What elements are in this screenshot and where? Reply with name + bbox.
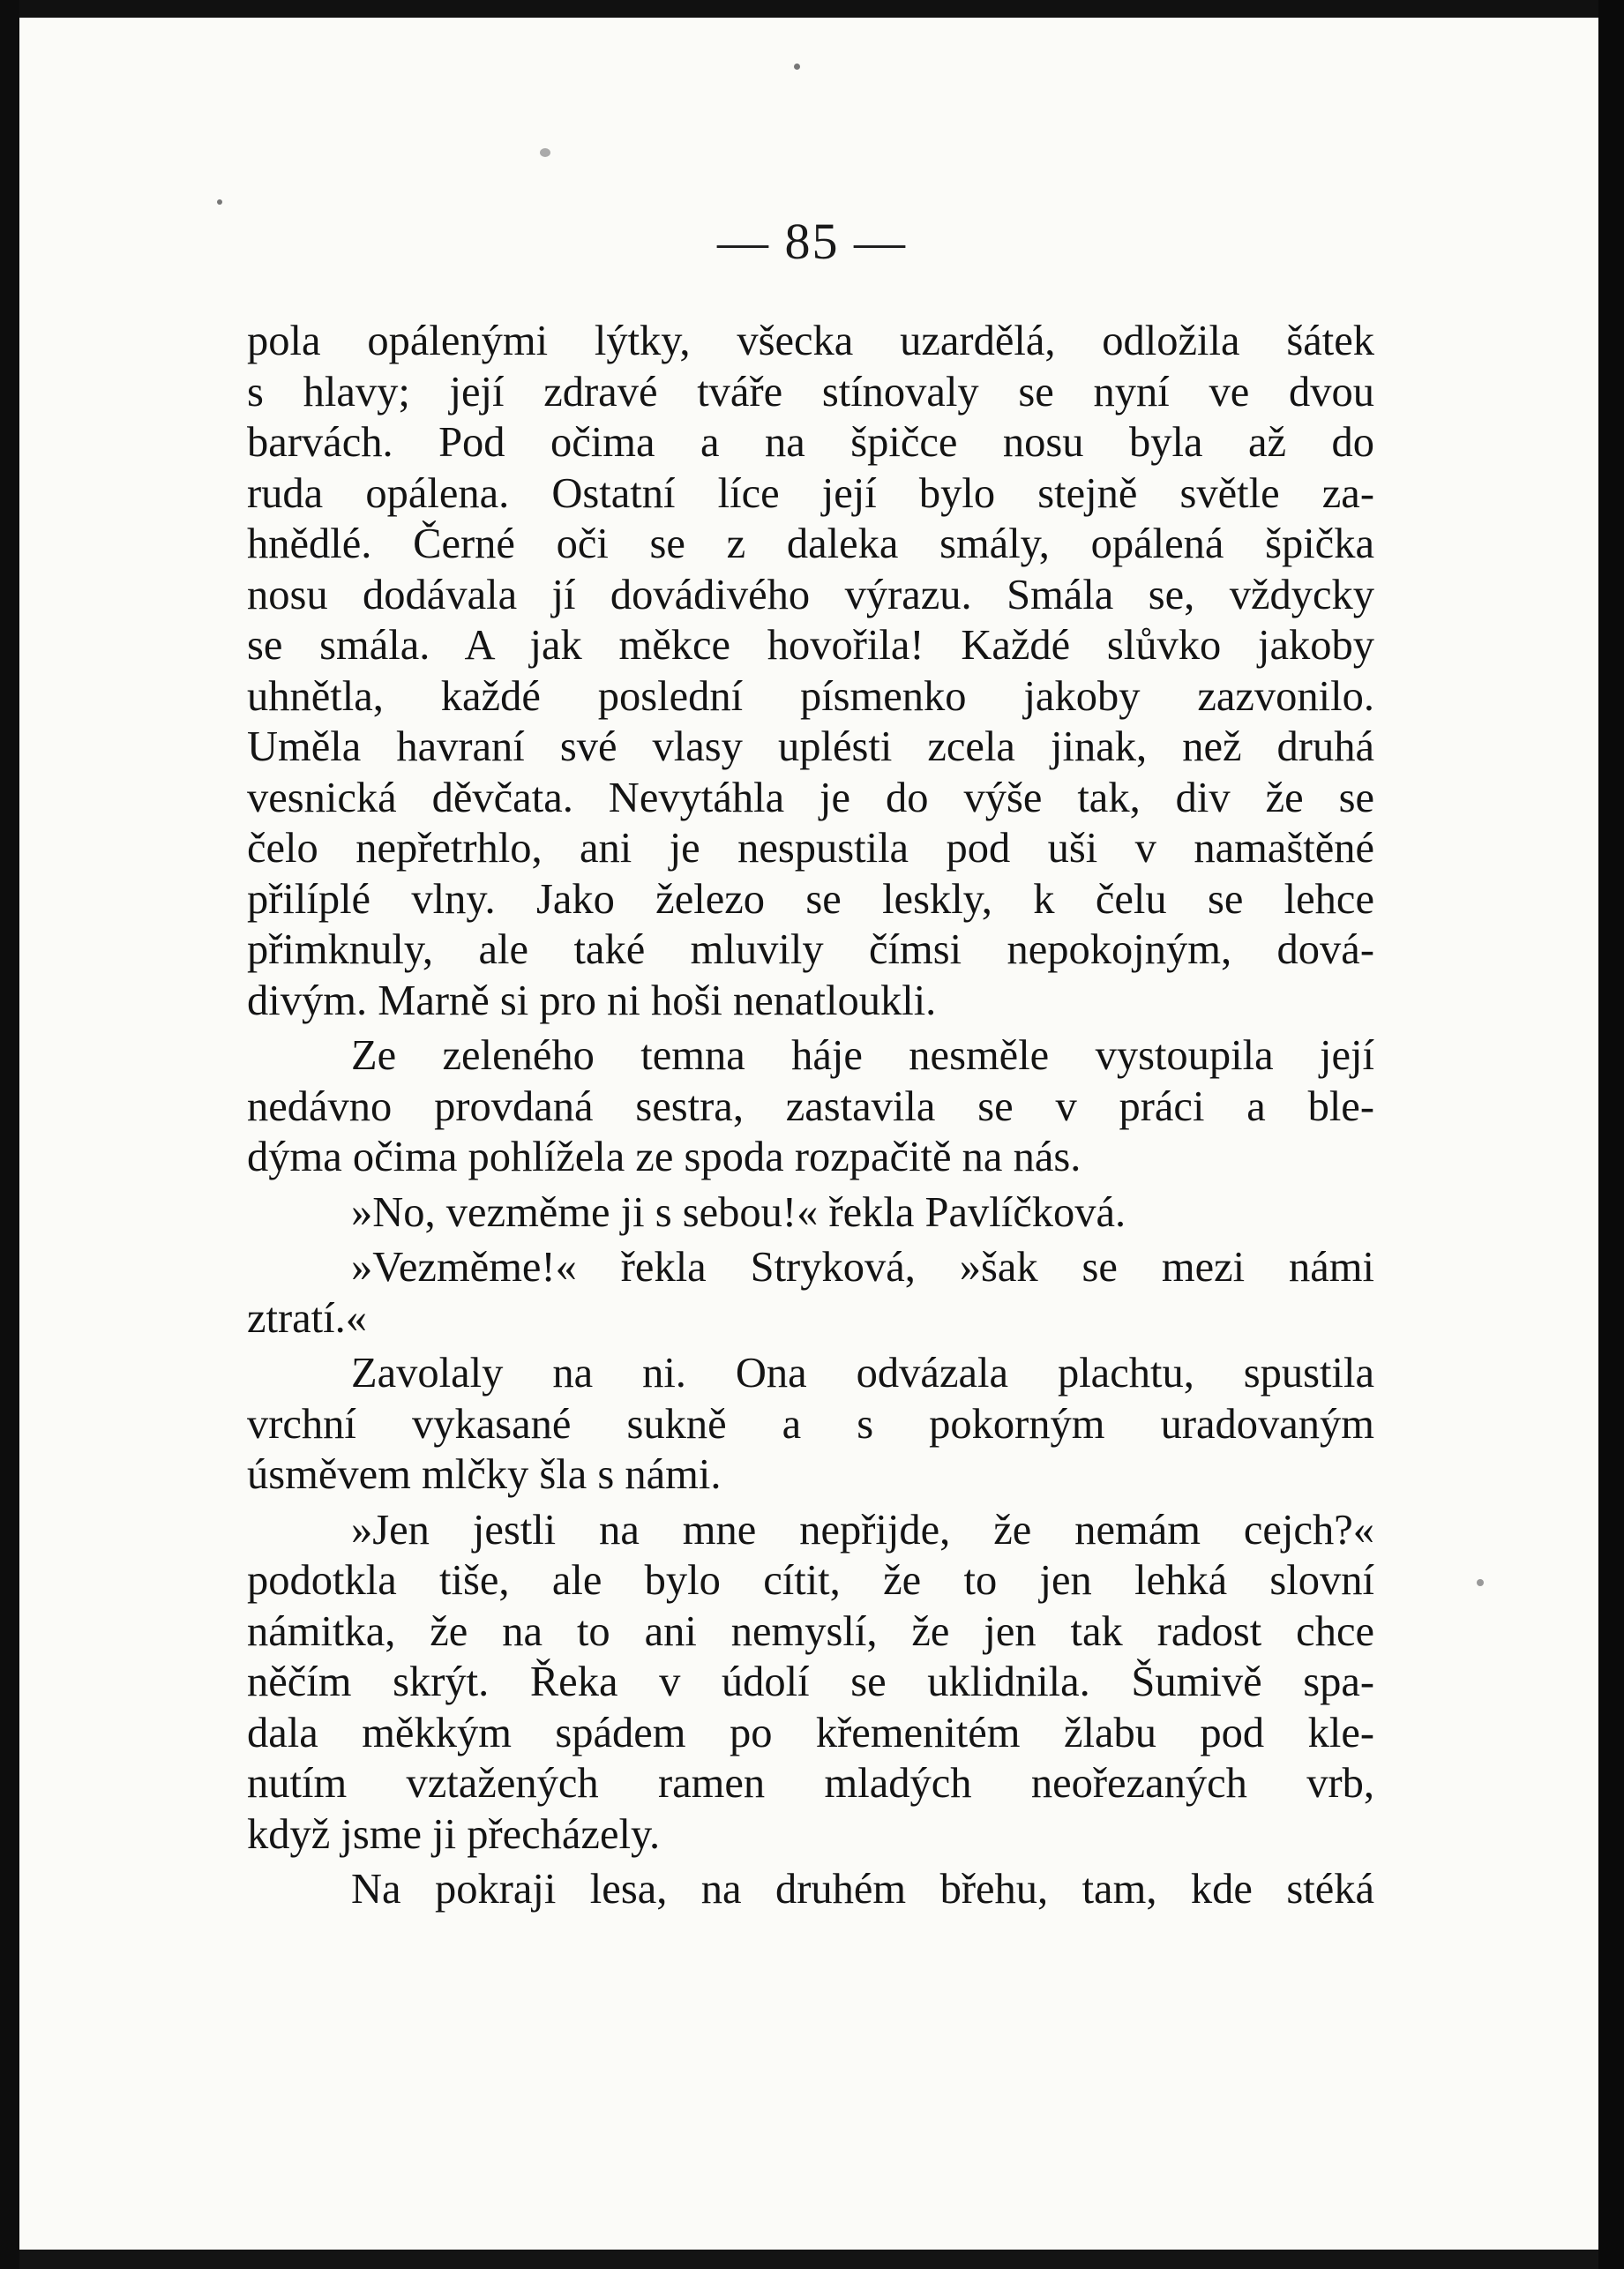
- text-line: s hlavy; její zdravé tváře stínovaly se nyní ve dvou: [247, 368, 1374, 416]
- text-line: Uměla havraní své vlasy uplésti zcela jinak, než druhá: [247, 723, 1374, 770]
- text-line: přimknuly, ale také mluvily čímsi nepokojným, dová-: [247, 926, 1374, 973]
- text-line: Ze zeleného temna háje nesměle vystoupila její: [351, 1032, 1374, 1079]
- text-line: nutím vztažených ramen mladých neořezaných vrb,: [247, 1760, 1374, 1807]
- text-line: ztratí.«: [247, 1294, 368, 1342]
- dust-speck: [540, 148, 550, 157]
- text-line: přilíplé vlny. Jako železo se leskly, k čelu se lehce: [247, 875, 1374, 923]
- text-line: »Vezměme!« řekla Stryková, »šak se mezi námi: [351, 1244, 1374, 1291]
- text-line: když jsme ji přecházely.: [247, 1810, 661, 1858]
- text-line: úsměvem mlčky šla s námi.: [247, 1451, 722, 1498]
- text-line: dýma očima pohlížela ze spoda rozpačitě na nás.: [247, 1134, 1081, 1180]
- text-line: ruda opálena. Ostatní líce její bylo stejně světle za-: [247, 469, 1374, 517]
- dust-speck: [1477, 1579, 1484, 1586]
- text-line: barvách. Pod očima a na špičce nosu byla až do: [247, 419, 1374, 466]
- text-line: divým. Marně si pro ni hoši nenatloukli.: [247, 977, 937, 1024]
- scan-border-right: [1598, 0, 1624, 2269]
- text-line: něčím skrýt. Řeka v údolí se uklidnila. Šumivě spa-: [247, 1659, 1374, 1705]
- text-line: námitka, že na to ani nemyslí, že jen tak radost chce: [247, 1607, 1374, 1655]
- scan-border-left: [0, 0, 19, 2269]
- text-line: dala měkkým spádem po křemenitém žlabu pod kle-: [247, 1709, 1374, 1756]
- dust-speck: [217, 199, 222, 205]
- text-line: hnědlé. Černé oči se z daleka smály, opálená špička: [247, 520, 1374, 567]
- body-text: [247, 316, 1374, 1915]
- text-line: uhnětla, každé poslední písmenko jakoby zazvonilo.: [247, 672, 1374, 720]
- text-line: vesnická děvčata. Nevytáhla je do výše tak, div že se: [247, 774, 1374, 821]
- dust-speck: [794, 64, 800, 70]
- text-line: vrchní vykasané sukně a s pokorným uradovaným: [247, 1400, 1374, 1448]
- text-line: se smála. A jak měkce hovořila! Každé slůvko jakoby: [247, 622, 1374, 669]
- text-line: nosu dodávala jí dovádivého výrazu. Smála se, vždycky: [247, 571, 1374, 618]
- scan-border-top: [0, 0, 1624, 18]
- text-line: nedávno provdaná sestra, zastavila se v práci a ble-: [247, 1082, 1374, 1130]
- text-line: pola opálenými lýtky, všecka uzardělá, odložila šátek: [247, 318, 1374, 364]
- text-line: čelo nepřetrhlo, ani je nespustila pod uši v namaštěné: [247, 825, 1374, 872]
- text-line: »Jen jestli na mne nepřijde, že nemám cejch?«: [351, 1506, 1374, 1554]
- text-line: podotkla tiše, ale bylo cítit, že to jen lehká slovní: [247, 1557, 1374, 1604]
- text-line: Zavolaly na ni. Ona odvázala plachtu, spustila: [351, 1350, 1374, 1397]
- page-number: — 85 —: [717, 213, 907, 270]
- text-line: »No, vezměme ji s sebou!« řekla Pavlíčková.: [351, 1188, 1126, 1236]
- text-line: Na pokraji lesa, na druhém břehu, tam, kde stéká: [351, 1866, 1374, 1913]
